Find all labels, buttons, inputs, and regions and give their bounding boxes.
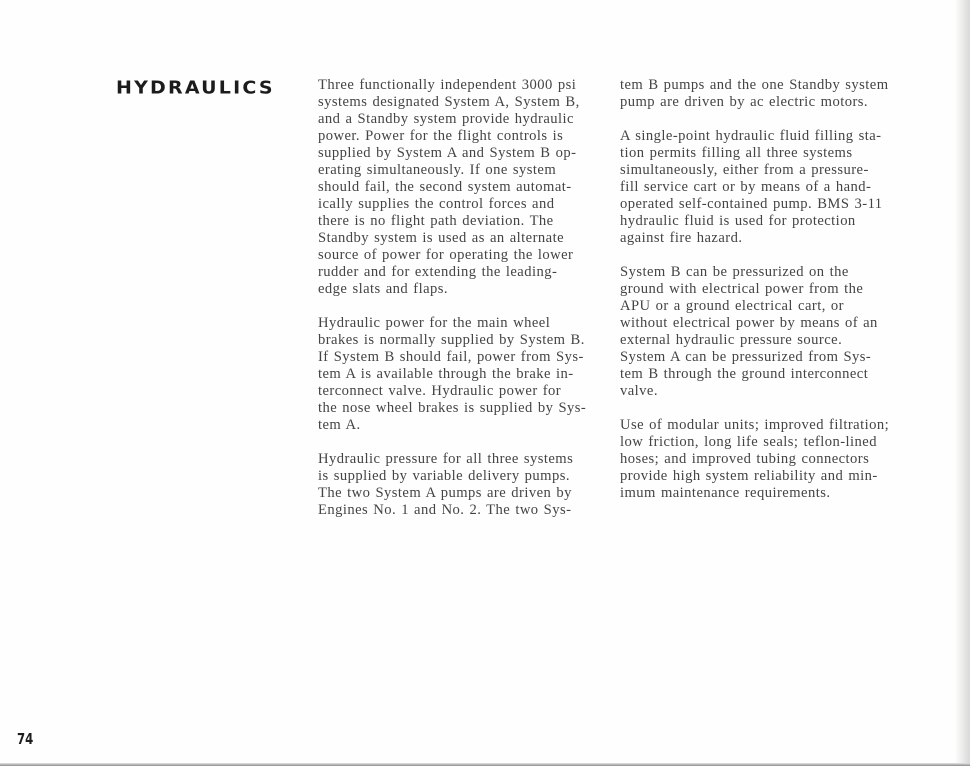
- paragraph-reliability: Use of modular units; improved filtration; low friction, long life seals; teflon-lined hoses; and improved tubing connectors provide high system reliability and min- imum maintenance requirements.: [620, 417, 890, 501]
- page-number: 74: [17, 730, 34, 748]
- paragraph-fluid-filling: A single-point hydraulic fluid filling sta- tion permits filling all three systems simultaneously, either from a pressure- fill service cart or by means of a hand- operated self-contained pump. BMS 3-11 hydraulic fluid is used for protection against fire hazard.: [620, 128, 883, 246]
- paragraph-pumps: Hydraulic pressure for all three systems is supplied by variable delivery pumps. The two System A pumps are driven by Engines No. 1 and No. 2. The two Sys-: [318, 451, 574, 518]
- page-gutter-shadow: [954, 0, 970, 766]
- paragraph-system-overview: Three functionally independent 3000 psi systems designated System A, System B, and a Standby system provide hydraulic power. Power for the flight controls is supplied by System A and System B op- erating simultaneously. If one system should fail, the second system automat- ically supplies the control forces and there is no flight path deviation. The Standby system is used as an alternate source of power for operating the lower rudder and for extending the leading- edge slats and flaps.: [318, 77, 580, 297]
- paragraph-ground-pressurization: System B can be pressurized on the ground with electrical power from the APU or a ground electrical cart, or without electrical power by means of an external hydraulic pressure source. System A can be pressurized from Sys- tem B through the ground interconnect valve.: [620, 264, 878, 399]
- text-column-right: [620, 77, 910, 519]
- paragraph-wheel-brakes: Hydraulic power for the main wheel brakes is normally supplied by System B. If System B should fail, power from Sys- tem A is available through the brake in- terconnect valve. Hydraulic power for the nose wheel brakes is supplied by Sys- tem A.: [318, 315, 587, 433]
- paragraph-pumps-continued: tem B pumps and the one Standby system pump are driven by ac electric motors.: [620, 77, 889, 110]
- section-heading: HYDRAULICS: [116, 78, 275, 99]
- text-column-left: [318, 77, 608, 536]
